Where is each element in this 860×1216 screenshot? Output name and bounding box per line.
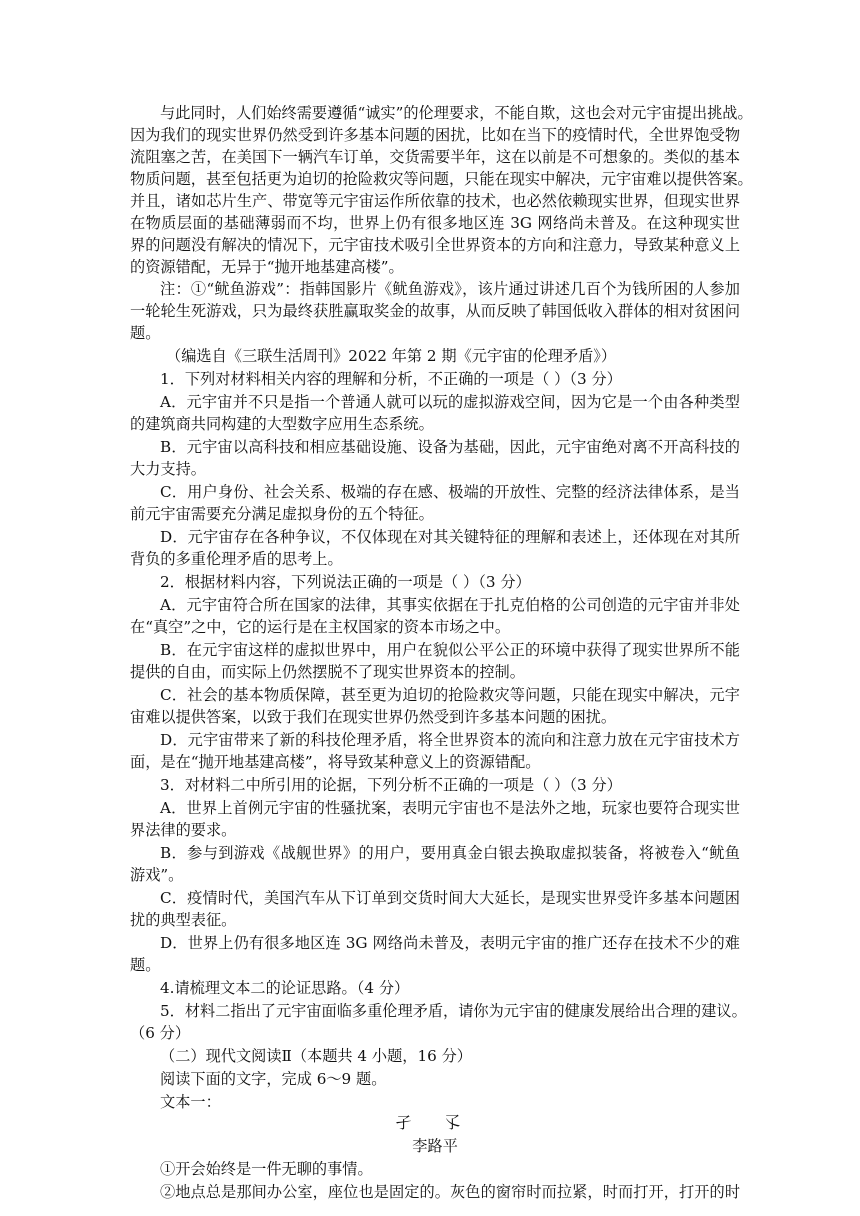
question-2-option-c: C．社会的基本物质保障，甚至更为迫切的抢险救灾等问题，只能在现实中解决，元宇 bbox=[160, 686, 740, 704]
text-line: 流阻塞之苦，在美国下一辆汽车订单，交货需要半年，这在以前是不可想象的。类似的基本 bbox=[130, 148, 740, 166]
question-1-stem: 1．下列对材料相关内容的理解和分析，不正确的一项是（ ）（3 分） bbox=[160, 370, 622, 388]
question-2-option-a: 在“真空”之中，它的运行是在主权国家的资本市场之中。 bbox=[130, 618, 511, 636]
section-heading: （二）现代文阅读Ⅱ（本题共 4 小题，16 分） bbox=[160, 1047, 472, 1065]
question-2-option-a: A．元宇宙符合所在国家的法律，其事实依据在于扎克伯格的公司创造的元宇宙并非处 bbox=[160, 596, 740, 614]
question-1-option-b: 大力支持。 bbox=[130, 460, 206, 478]
text-line: 与此同时，人们始终需要遵循“诚实”的伦理要求，不能自欺，这也会对元宇宙提出挑战。 bbox=[160, 104, 753, 122]
question-3-option-b: 游戏”。 bbox=[130, 866, 184, 884]
question-3-option-c: 扰的典型表征。 bbox=[130, 911, 237, 929]
question-5-stem: （6 分） bbox=[130, 1024, 191, 1042]
question-1-option-b: B．元宇宙以高科技和相应基础设施、设备为基础，因此，元宇宙绝对离不开高科技的 bbox=[160, 438, 740, 456]
question-1-option-c: C．用户身份、社会关系、极端的存在感、极端的开放性、完整的经济法律体系，是当 bbox=[160, 483, 740, 501]
story-paragraph: ①开会始终是一件无聊的事情。 bbox=[160, 1160, 373, 1178]
source-citation: （编选自《三联生活周刊》2022 年第 2 期《元宇宙的伦理矛盾》） bbox=[166, 347, 617, 365]
question-1-option-c: 前元宇宙需要充分满足虚拟身份的五个特征。 bbox=[130, 505, 434, 523]
question-2-option-b: 提供的自由，而实际上仍然摆脱不了现实世界资本的控制。 bbox=[130, 663, 525, 681]
text-line: 物质问题，甚至包括更为迫切的抢险救灾等问题，只能在现实中解决，元宇宙难以提供答案。 bbox=[130, 170, 753, 188]
question-4-stem: 4.请梳理文本二的论证思路。（4 分） bbox=[160, 979, 410, 997]
text-one-label: 文本一： bbox=[160, 1093, 221, 1111]
question-2-option-d: D．元宇宙带来了新的科技伦理矛盾，将全世界资本的流向和注意力放在元宇宙技术方 bbox=[160, 731, 740, 749]
note-line: 一轮轮生死游戏，只为最终获胜赢取奖金的故事，从而反映了韩国低收入群体的相对贫困问 bbox=[130, 302, 740, 320]
story-paragraph: ②地点总是那间办公室，座位也是固定的。灰色的窗帘时而拉紧，时而打开，打开的时 bbox=[160, 1183, 740, 1201]
question-1-option-a: 的建筑商共同构建的大型数字应用生态系统。 bbox=[130, 415, 434, 433]
story-author: 李路平 bbox=[412, 1137, 458, 1155]
question-1-option-d: D．元宇宙存在各种争议，不仅体现在对其关键特征的理解和表述上，还体现在对其所 bbox=[160, 528, 740, 546]
note-line: 题。 bbox=[130, 324, 161, 342]
question-1-option-d: 背负的多重伦理矛盾的思考上。 bbox=[130, 550, 343, 568]
question-3-option-d: D．世界上仍有很多地区连 3G 网络尚未普及，表明元宇宙的推广还存在技术不少的难 bbox=[160, 934, 740, 952]
note-line: 注：①“鱿鱼游戏”：指韩国影片《鱿鱼游戏》，该片通过讲述几百个为钱所困的人参加 bbox=[160, 280, 740, 298]
question-3-stem: 3．对材料二中所引用的论据，下列分析不正确的一项是（ ）（3 分） bbox=[160, 776, 622, 794]
story-title: 孑 孓 bbox=[395, 1113, 475, 1132]
text-line: 并且，诸如芯片生产、带宽等元宇宙运作所依靠的技术，也必然依赖现实世界，但现实世界 bbox=[130, 192, 740, 210]
question-2-stem: 2．根据材料内容，下列说法正确的一项是（ ）（3 分） bbox=[160, 573, 531, 591]
question-5-stem: 5．材料二指出了元宇宙面临多重伦理矛盾，请你为元宇宙的健康发展给出合理的建议。 bbox=[160, 1002, 747, 1020]
question-3-option-a: A．世界上首例元宇宙的性骚扰案，表明元宇宙也不是法外之地，玩家也要符合现实世 bbox=[160, 799, 740, 817]
question-1-option-a: A．元宇宙并不只是指一个普通人就可以玩的虚拟游戏空间，因为它是一个由各种类型 bbox=[160, 393, 740, 411]
text-line: 的资源错配，无异于“抛开地基建高楼”。 bbox=[130, 258, 404, 276]
section-instruction: 阅读下面的文字，完成 6～9 题。 bbox=[160, 1070, 387, 1088]
question-2-option-b: B．在元宇宙这样的虚拟世界中，用户在貌似公平公正的环境中获得了现实世界所不能 bbox=[160, 641, 740, 659]
question-3-option-c: C．疫情时代，美国汽车从下订单到交货时间大大延长，是现实世界受许多基本问题困 bbox=[160, 889, 740, 907]
question-2-option-c: 宙难以提供答案，以致于我们在现实世界仍然受到许多基本问题的困扰。 bbox=[130, 708, 616, 726]
question-3-option-b: B．参与到游戏《战舰世界》的用户，要用真金白银去换取虚拟装备，将被卷入“鱿鱼 bbox=[160, 844, 740, 862]
question-3-option-d: 题。 bbox=[130, 956, 161, 974]
text-line: 界的问题没有解决的情况下，元宇宙技术吸引全世界资本的方向和注意力，导致某种意义上 bbox=[130, 236, 740, 254]
text-line: 因为我们的现实世界仍然受到许多基本问题的困扰，比如在当下的疫情时代，全世界饱受物 bbox=[130, 126, 740, 144]
question-3-option-a: 界法律的要求。 bbox=[130, 821, 237, 839]
question-2-option-d: 面，是在“抛开地基建高楼”，将导致某种意义上的资源错配。 bbox=[130, 753, 541, 771]
text-line: 在物质层面的基础薄弱而不均，世界上仍有很多地区连 3G 网络尚未普及。在这种现实世 bbox=[130, 214, 740, 232]
